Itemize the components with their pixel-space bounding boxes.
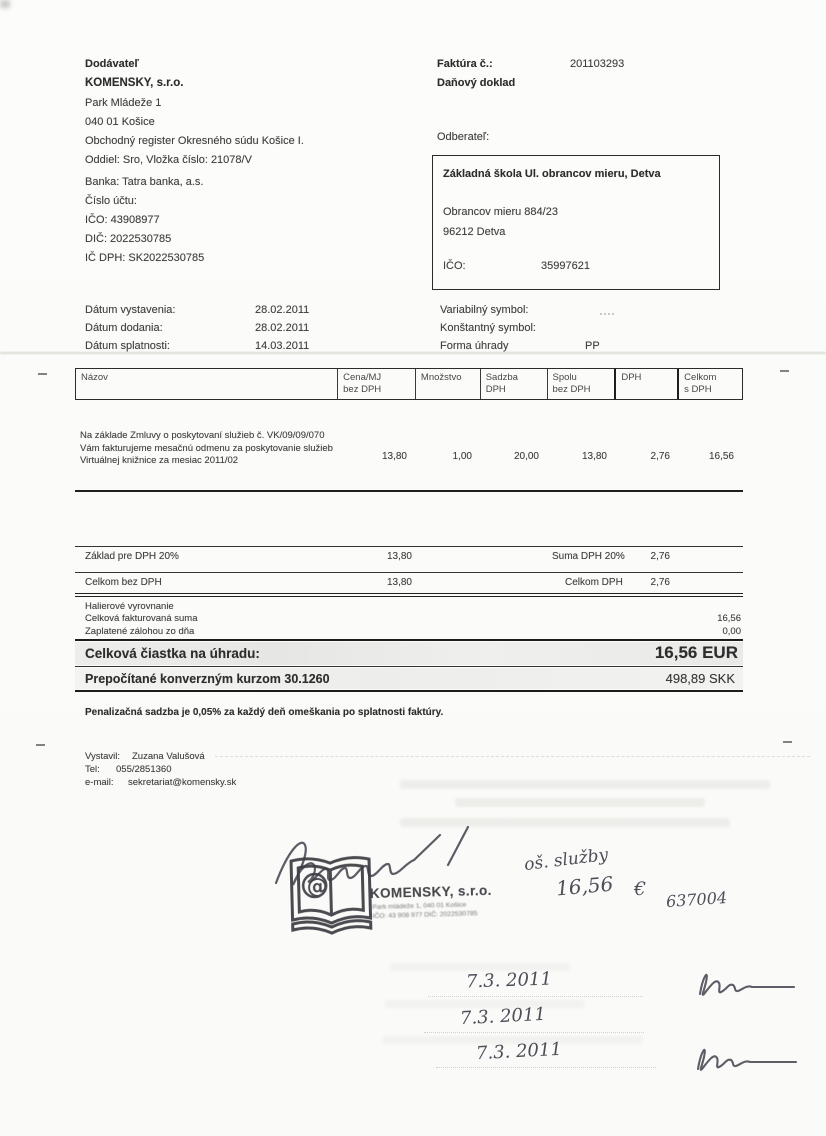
customer-street: Obrancov mieru 884/23 [443,206,558,218]
totals-rule [75,572,743,573]
date-due: 14.03.2011 [255,340,310,352]
invoiced-sum-label: Celková fakturovaná suma [85,613,198,624]
customer-city: 96212 Detva [443,226,506,238]
invoice-type: Daňový doklad [437,77,516,89]
open-book-at-logo-icon [283,852,379,948]
conversion-value: 498,89 SKK [665,671,735,686]
email-value: sekretariat@komensky.sk [128,777,237,788]
prepaid-label: Zaplatené zálohou zo dňa [85,626,195,637]
punch-mark [780,370,789,372]
supplier-account-label: Číslo účtu: [85,195,137,207]
variable-symbol-label: Variabilný symbol: [440,304,529,316]
col-header-vat: DPH [614,369,679,399]
handwritten-note: oš. služby [523,844,610,876]
supplier-register2: Oddiel: Sro, Vložka číslo: 21078/V [85,154,252,166]
supplier-city: 040 01 Košice [85,116,155,128]
vat-base-label: Základ pre DPH 20% [85,551,179,562]
supplier-street: Park Mládeže 1 [85,97,162,109]
col-header-net: Spolu bez DPH [547,369,615,399]
net-total-value: 13,80 [386,577,412,588]
col-header-gross: Celkom s DPH [684,372,717,395]
issued-by-name: Zuzana Valušová [132,751,205,762]
vat-total-label: Celkom DPH [565,577,623,588]
approval-signature-1 [688,962,803,1004]
constant-symbol-label: Konštantný symbol: [440,322,536,334]
customer-name: Základná škola Ul. obrancov mieru, Detva [443,168,661,180]
date-issued-label: Dátum vystavenia: [85,304,176,316]
handwritten-date-2: 7.3. 2011 [459,1003,547,1030]
col-header-quantity: Množstvo [415,369,480,399]
item-gross: 16,56 [708,451,734,462]
payment-form-label: Forma úhrady [440,340,509,352]
tel-label: Tel: [85,764,100,775]
date-delivery-label: Dátum dodania: [85,322,163,334]
payment-form-value: PP [585,340,600,352]
approval-signature-2 [688,1036,803,1078]
penalty-note: Penalizačná sadzba je 0,05% za každý deň omeškania po splatnosti faktúry. [85,707,444,718]
prepaid-value: 0,00 [722,626,741,637]
customer-ico: 35997621 [541,260,590,272]
summary-bottom-rule [75,690,743,692]
invoice-number: 201103293 [570,58,625,70]
punch-mark [36,744,45,746]
grand-total-value: 16,56 EUR [654,643,738,662]
punch-mark [38,373,47,375]
handwritten-code: 637004 [665,887,728,912]
grand-total-label: Celková čiastka na úhradu: [85,646,260,661]
date-delivery: 28.02.2011 [255,322,310,334]
rounding-label: Halierové vyrovnanie [85,601,174,612]
ghost-text-artifact [400,780,770,789]
customer-label: Odberateľ: [437,131,490,143]
vat-sum-value: 2,76 [650,551,670,562]
handwritten-date-1: 7.3. 2011 [465,968,553,993]
invoice-number-label: Faktúra č.: [437,58,493,70]
supplier-register: Obchodný register Okresného súdu Košice I. [85,135,304,147]
vat-sum-label: Suma DPH 20% [552,551,625,562]
summary-rule [75,666,743,667]
corner-smudge [0,0,10,8]
conversion-label: Prepočítané konverzným kurzom 30.1260 [85,672,330,686]
item-net: 13,80 [581,451,607,462]
ghost-text-artifact [455,798,705,807]
handwritten-date-3: 7.3. 2011 [475,1038,563,1065]
item-unit-price: 13,80 [381,451,407,462]
vat-base-value: 13,80 [386,551,412,562]
double-rule-top [75,593,743,594]
date-issued: 28.02.2011 [255,304,310,316]
form-dotted-line [428,996,643,997]
scan-streak-artifact [215,756,810,757]
customer-box [432,155,720,290]
supplier-dic: DIČ: 2022530785 [85,233,172,245]
summary-thick-rule [75,639,743,641]
totals-rule [75,546,743,547]
item-description: Na základe Zmluvy o poskytovaní služieb č. VK/09/09/070 Vám fakturujeme mesačnú odmenu za poskytovanie služieb Virtuálnej knižnice za mesiac 2011/02 [80,430,333,466]
items-table-header [75,368,743,400]
date-due-label: Dátum splatnosti: [85,340,170,352]
supplier-icdph: IČ DPH: SK2022530785 [85,252,205,264]
stamp-address: Park mládeže 1, 040 01 Košice [372,901,467,912]
fold-line-artifact [0,352,826,354]
item-quantity: 1,00 [452,451,472,462]
stamp-company-name: KOMENSKY, s.r.o. [369,882,493,902]
invoiced-sum-value: 16,56 [717,613,741,624]
supplier-label: Dodávateľ [85,58,139,70]
col-header-unit-price: Cena/MJ bez DPH [337,369,415,399]
handwritten-amount: 16,56 [555,871,615,901]
supplier-bank: Banka: Tatra banka, a.s. [85,176,204,188]
customer-ico-label: IČO: [443,260,466,272]
vat-total-value: 2,76 [650,577,670,588]
table-bottom-rule [75,490,743,492]
net-total-label: Celkom bez DPH [85,577,162,588]
form-dotted-line [424,1032,644,1033]
supplier-name: KOMENSKY, s.r.o. [85,77,184,89]
stamp-ids: IČO: 43 908 977 DIČ: 2022530785 [372,910,478,921]
tel-value: 055/2851360 [116,764,172,775]
pencil-mark-artifact [600,310,614,315]
item-vat-rate: 20,00 [513,451,539,462]
punch-mark [783,741,792,743]
issued-by-label: Vystavil: [85,751,121,762]
supplier-ico: IČO: 43908977 [85,214,160,226]
double-rule-bottom [75,596,743,597]
col-header-name: Názov [81,372,108,383]
email-label: e-mail: [85,777,114,788]
form-dotted-line [436,1067,656,1068]
handwritten-euro-sign: € [634,878,647,900]
col-header-vat-rate: Sadzba DPH [480,369,547,399]
item-vat: 2,76 [650,451,670,462]
svg-text:@: @ [306,874,329,899]
